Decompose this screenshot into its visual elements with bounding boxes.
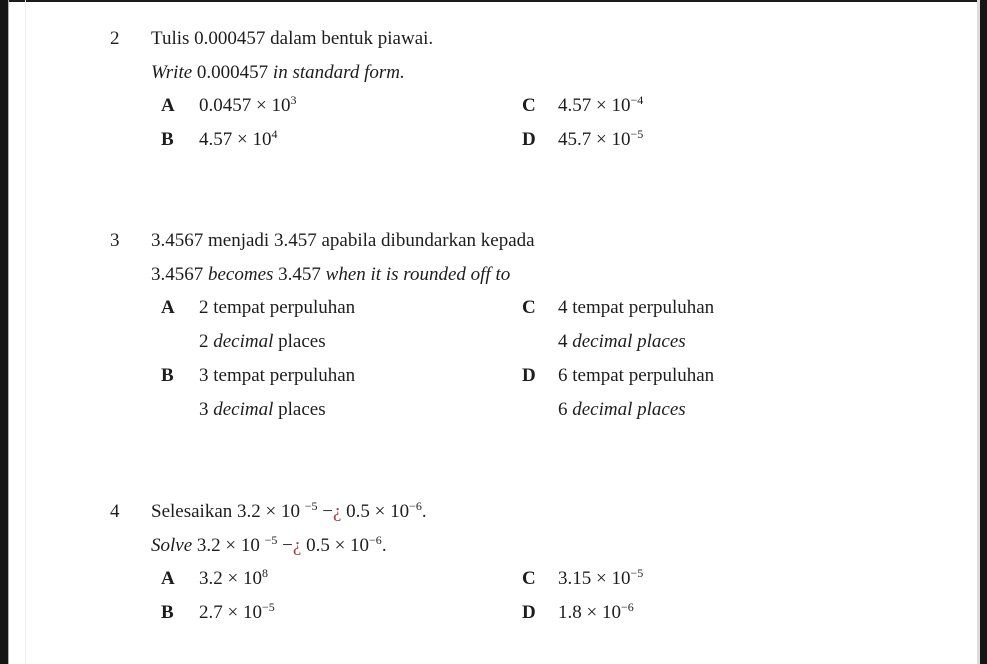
malay-lead: Selesaikan [151, 501, 238, 522]
option-exponent: −5 [261, 600, 275, 614]
english-word-segment: becomes [208, 264, 279, 285]
question-prompt-english [151, 535, 387, 558]
option-exponent: 4 [271, 127, 278, 141]
english-number-segment: 6 [558, 399, 573, 420]
english-word-segment: places [273, 399, 326, 420]
english-word-segment: decimal places [572, 399, 686, 420]
option-row [161, 568, 268, 591]
formula-segment: 0.5 × 10 [301, 535, 370, 556]
option-row [522, 129, 643, 152]
option-base: 1.8 × 10 [558, 602, 621, 623]
option-row [161, 297, 355, 319]
english-word-segment: places [273, 331, 326, 352]
option-letter: C [522, 297, 536, 318]
right-black-bar [980, 0, 987, 664]
option-letter: D [522, 365, 536, 386]
left-black-bar [0, 0, 8, 664]
option-base: 2.7 × 10 [199, 602, 262, 623]
formula-period: . [381, 535, 387, 556]
formula-inverted-question-mark: ¿ [332, 501, 342, 522]
option-row [522, 95, 643, 118]
option-letter: B [161, 129, 174, 150]
english-lead: Solve [151, 535, 197, 556]
formula-inverted-question-mark: ¿ [292, 535, 302, 556]
option-row [161, 365, 355, 387]
formula-segment: 3.2 × 10 [196, 535, 265, 556]
english-word-segment: when it is rounded off to [325, 264, 511, 285]
option-text-english [558, 399, 686, 421]
option-row [522, 365, 714, 387]
option-letter: B [161, 602, 174, 623]
option-row [161, 602, 275, 625]
top-border-line [0, 0, 987, 2]
option-row [161, 95, 296, 118]
option-text-english [558, 331, 686, 353]
english-word-segment: Write [151, 62, 197, 83]
option-exponent: 3 [290, 93, 297, 107]
option-letter: D [522, 602, 536, 623]
question-prompt-english [151, 62, 405, 84]
option-letter: D [522, 129, 536, 150]
option-row [522, 568, 643, 591]
formula-exponent: −5 [264, 533, 278, 547]
option-text-malay: 3 tempat perpuluhan [199, 365, 356, 386]
option-text-malay: 4 tempat perpuluhan [558, 297, 715, 318]
option-text-english [199, 399, 326, 421]
formula-segment: 0.5 × 10 [341, 501, 410, 522]
option-row [522, 297, 714, 319]
option-text-malay: 2 tempat perpuluhan [199, 297, 356, 318]
option-base: 3.2 × 10 [199, 568, 262, 589]
option-base: 3.15 × 10 [558, 568, 631, 589]
english-number-segment: 3.457 [278, 264, 326, 285]
option-letter: A [161, 568, 175, 589]
option-text-english [199, 331, 326, 353]
question-prompt-malay [151, 501, 427, 524]
option-exponent: −6 [620, 600, 634, 614]
formula-segment: 3.2 × 10 [237, 501, 305, 522]
option-base: 0.0457 × 10 [199, 95, 291, 116]
option-text-malay: 6 tempat perpuluhan [558, 365, 715, 386]
english-number-segment: 3 [199, 399, 214, 420]
question-prompt-malay: Tulis 0.000457 dalam bentuk piawai. [151, 28, 434, 49]
formula-exponent: −5 [304, 499, 318, 513]
option-exponent: −5 [630, 127, 644, 141]
option-base: 4.57 × 10 [199, 129, 272, 150]
formula-period: . [421, 501, 427, 522]
option-exponent: 8 [261, 566, 268, 580]
formula-exponent: −6 [369, 533, 382, 547]
question-number: 2 [110, 28, 120, 49]
left-page-edge-shadow [25, 0, 26, 664]
option-letter: A [161, 95, 175, 116]
option-exponent: −4 [630, 93, 644, 107]
option-base: 4.57 × 10 [558, 95, 631, 116]
option-letter: C [522, 568, 536, 589]
english-number-segment: 4 [558, 331, 573, 352]
question-number: 4 [110, 501, 120, 522]
option-letter: C [522, 95, 536, 116]
question-prompt-malay: 3.4567 menjadi 3.457 apabila dibundarkan kepada [151, 230, 535, 251]
english-word-segment: in standard form. [268, 62, 405, 83]
english-number-segment: 0.000457 [196, 62, 269, 83]
english-word-segment: decimal places [572, 331, 686, 352]
formula-minus: − [317, 501, 333, 522]
formula-minus: − [277, 535, 293, 556]
formula-exponent: −6 [409, 499, 422, 513]
left-bar-rim [8, 0, 9, 664]
english-word-segment: decimal [213, 399, 274, 420]
english-number-segment: 3.4567 [151, 264, 208, 285]
option-letter: B [161, 365, 174, 386]
option-row [161, 129, 277, 152]
option-base: 45.7 × 10 [558, 129, 631, 150]
question-prompt-english [151, 264, 510, 286]
option-row [522, 602, 634, 625]
option-exponent: −5 [630, 566, 644, 580]
english-word-segment: decimal [213, 331, 274, 352]
question-number: 3 [110, 230, 120, 251]
option-letter: A [161, 297, 175, 318]
english-number-segment: 2 [199, 331, 214, 352]
